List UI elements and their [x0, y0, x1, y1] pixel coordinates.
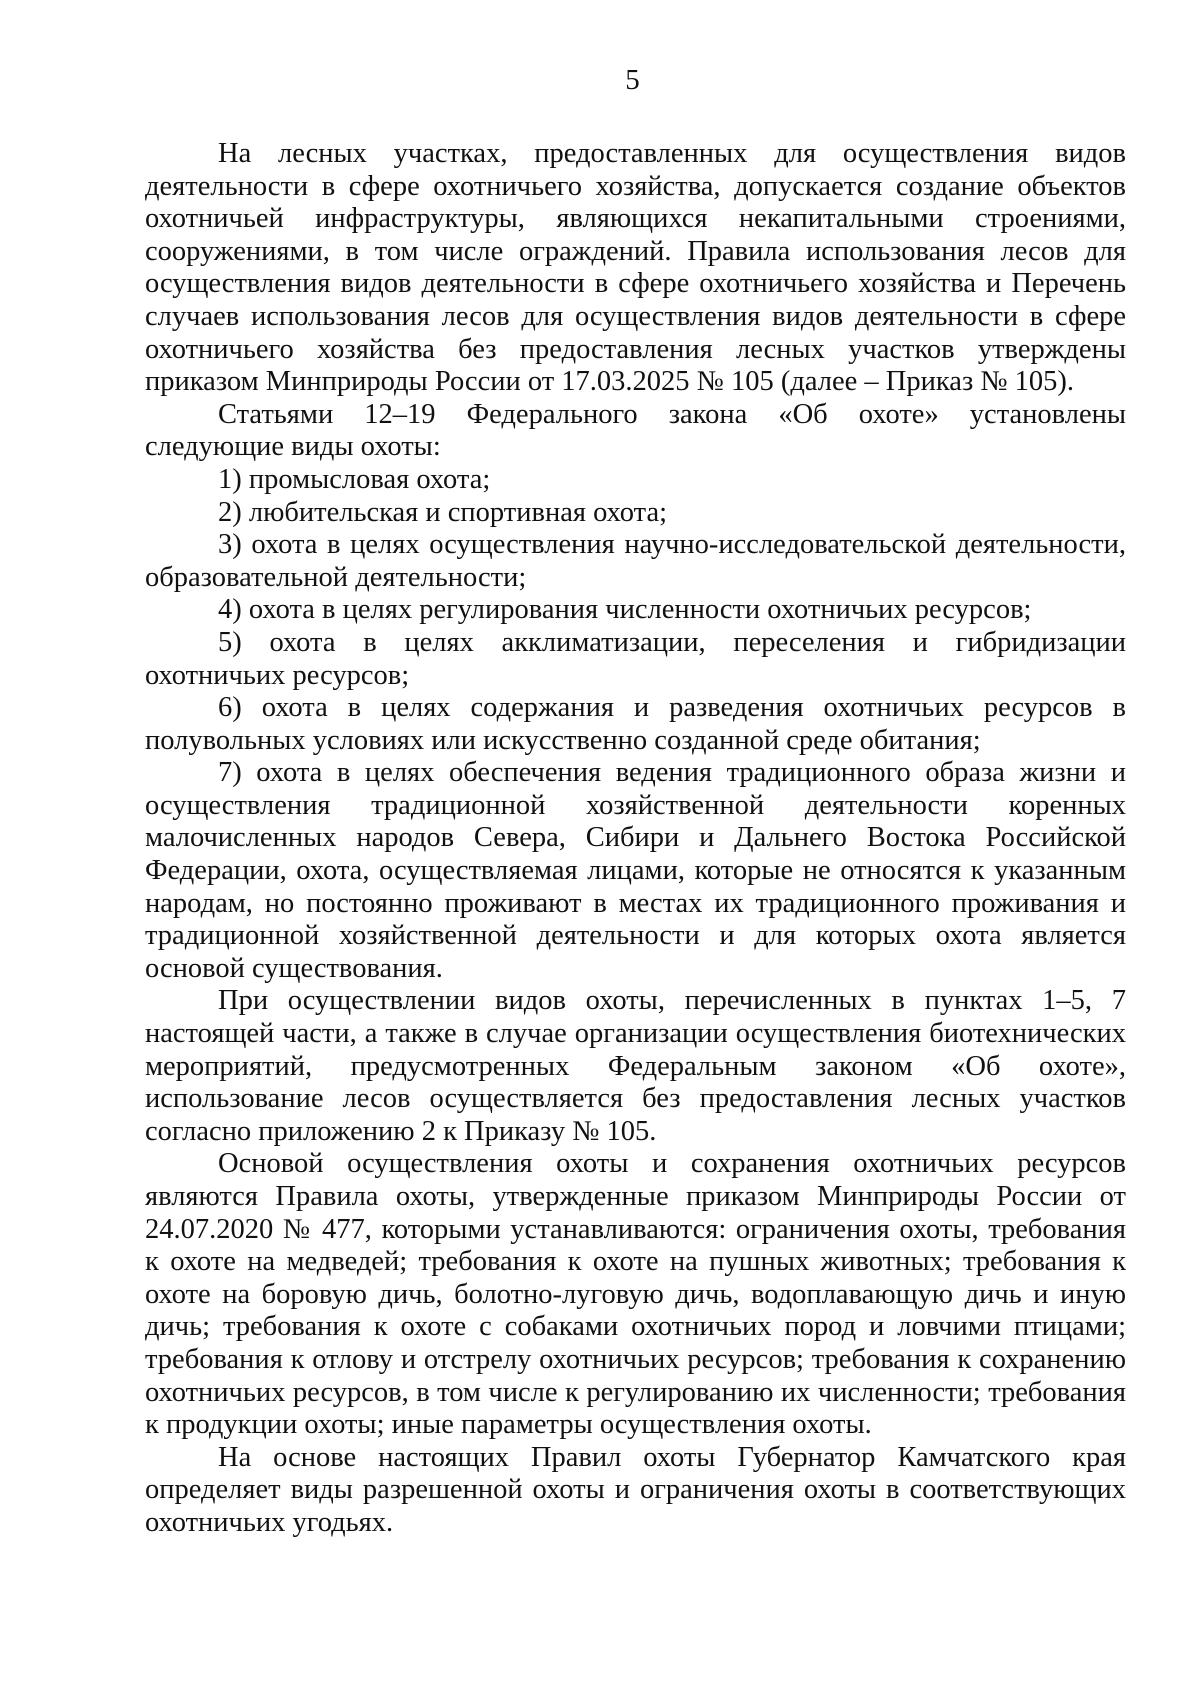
list-item-2: 2) любительская и спортивная охота;: [218, 496, 668, 528]
document-body: [145, 138, 1126, 1540]
page-number: 5: [625, 64, 640, 96]
paragraph-forest-plots: На лесных участках, предоставленных для осуществления видов деятельности в сфере охотничьего хозяйства, допускается создание объектов охотничьей инфраструктуры, являющихся некапитальными строениями, сооружениями, в том числе ограждений. Правила использования лесов для осуществления видов деятельности в сфере охотничьего хозяйства и Перечень случаев использования лесов для осуществления видов деятельности в сфере охотничьего хозяйства без предоставления лесных участков утверждены приказом Минприроды России от 17.03.2025 № 105 (далее – Приказ № 105).: [145, 138, 1126, 398]
list-item-3: 3) охота в целях осуществления научно-исследовательской деятельности, образовательной деятельности;: [145, 529, 1126, 593]
list-item-1: 1) промысловая охота;: [218, 463, 491, 495]
list-item-4: 4) охота в целях регулирования численности охотничьих ресурсов;: [218, 594, 1032, 626]
paragraph-hunting-types-intro: Статьями 12–19 Федерального закона «Об охоте» установлены следующие виды охоты:: [145, 398, 1126, 463]
paragraph-governor: На основе настоящих Правил охоты Губернатор Камчатского края определяет виды разрешенной охоты и ограничения охоты в соответствующих охотничьих угодьях.: [145, 1441, 1126, 1538]
list-item-5: 5) охота в целях акклиматизации, переселения и гибридизации охотничьих ресурсов;: [145, 626, 1126, 691]
list-item-7: 7) охота в целях обеспечения ведения традиционного образа жизни и осуществления традиционной хозяйственной деятельности коренных малочисленных народов Севера, Сибири и Дальнего Востока Российской Федерации, охота, осуществляемая лицами, которые не относятся к указанным народам, но постоянно проживают в местах их традиционного проживания и традиционной хозяйственной деятельности и для которых охота является основой существования.: [145, 757, 1126, 984]
paragraph-hunting-rules: Основой осуществления охоты и сохранения охотничьих ресурсов являются Правила охоты, утвержденные приказом Минприроды России от 24.07.2020 № 477, которыми устанавливаются: ограничения охоты, требования к охоте на медведей; требования к охоте на пушных животных; требования к охоте на боровую дичь, болотно-луговую дичь, водоплавающую дичь и иную дичь; требования к охоте с собаками охотничьих пород и ловчими птицами; требования к отлову и отстрелу охотничьих ресурсов; требования к сохранению охотничьих ресурсов, в том числе к регулированию их численности; требования к продукции охоты; иные параметры осуществления охоты.: [145, 1148, 1126, 1441]
list-item-6: 6) охота в целях содержания и разведения охотничьих ресурсов в полувольных условиях или искусственно созданной среде обитания;: [145, 692, 1126, 756]
paragraph-forest-use: При осуществлении видов охоты, перечисленных в пунктах 1–5, 7 настоящей части, а также в случае организации осуществления биотехнических мероприятий, предусмотренных Федеральным законом «Об охоте», использование лесов осуществляется без предоставления лесных участков согласно приложению 2 к Приказу № 105.: [145, 985, 1126, 1147]
